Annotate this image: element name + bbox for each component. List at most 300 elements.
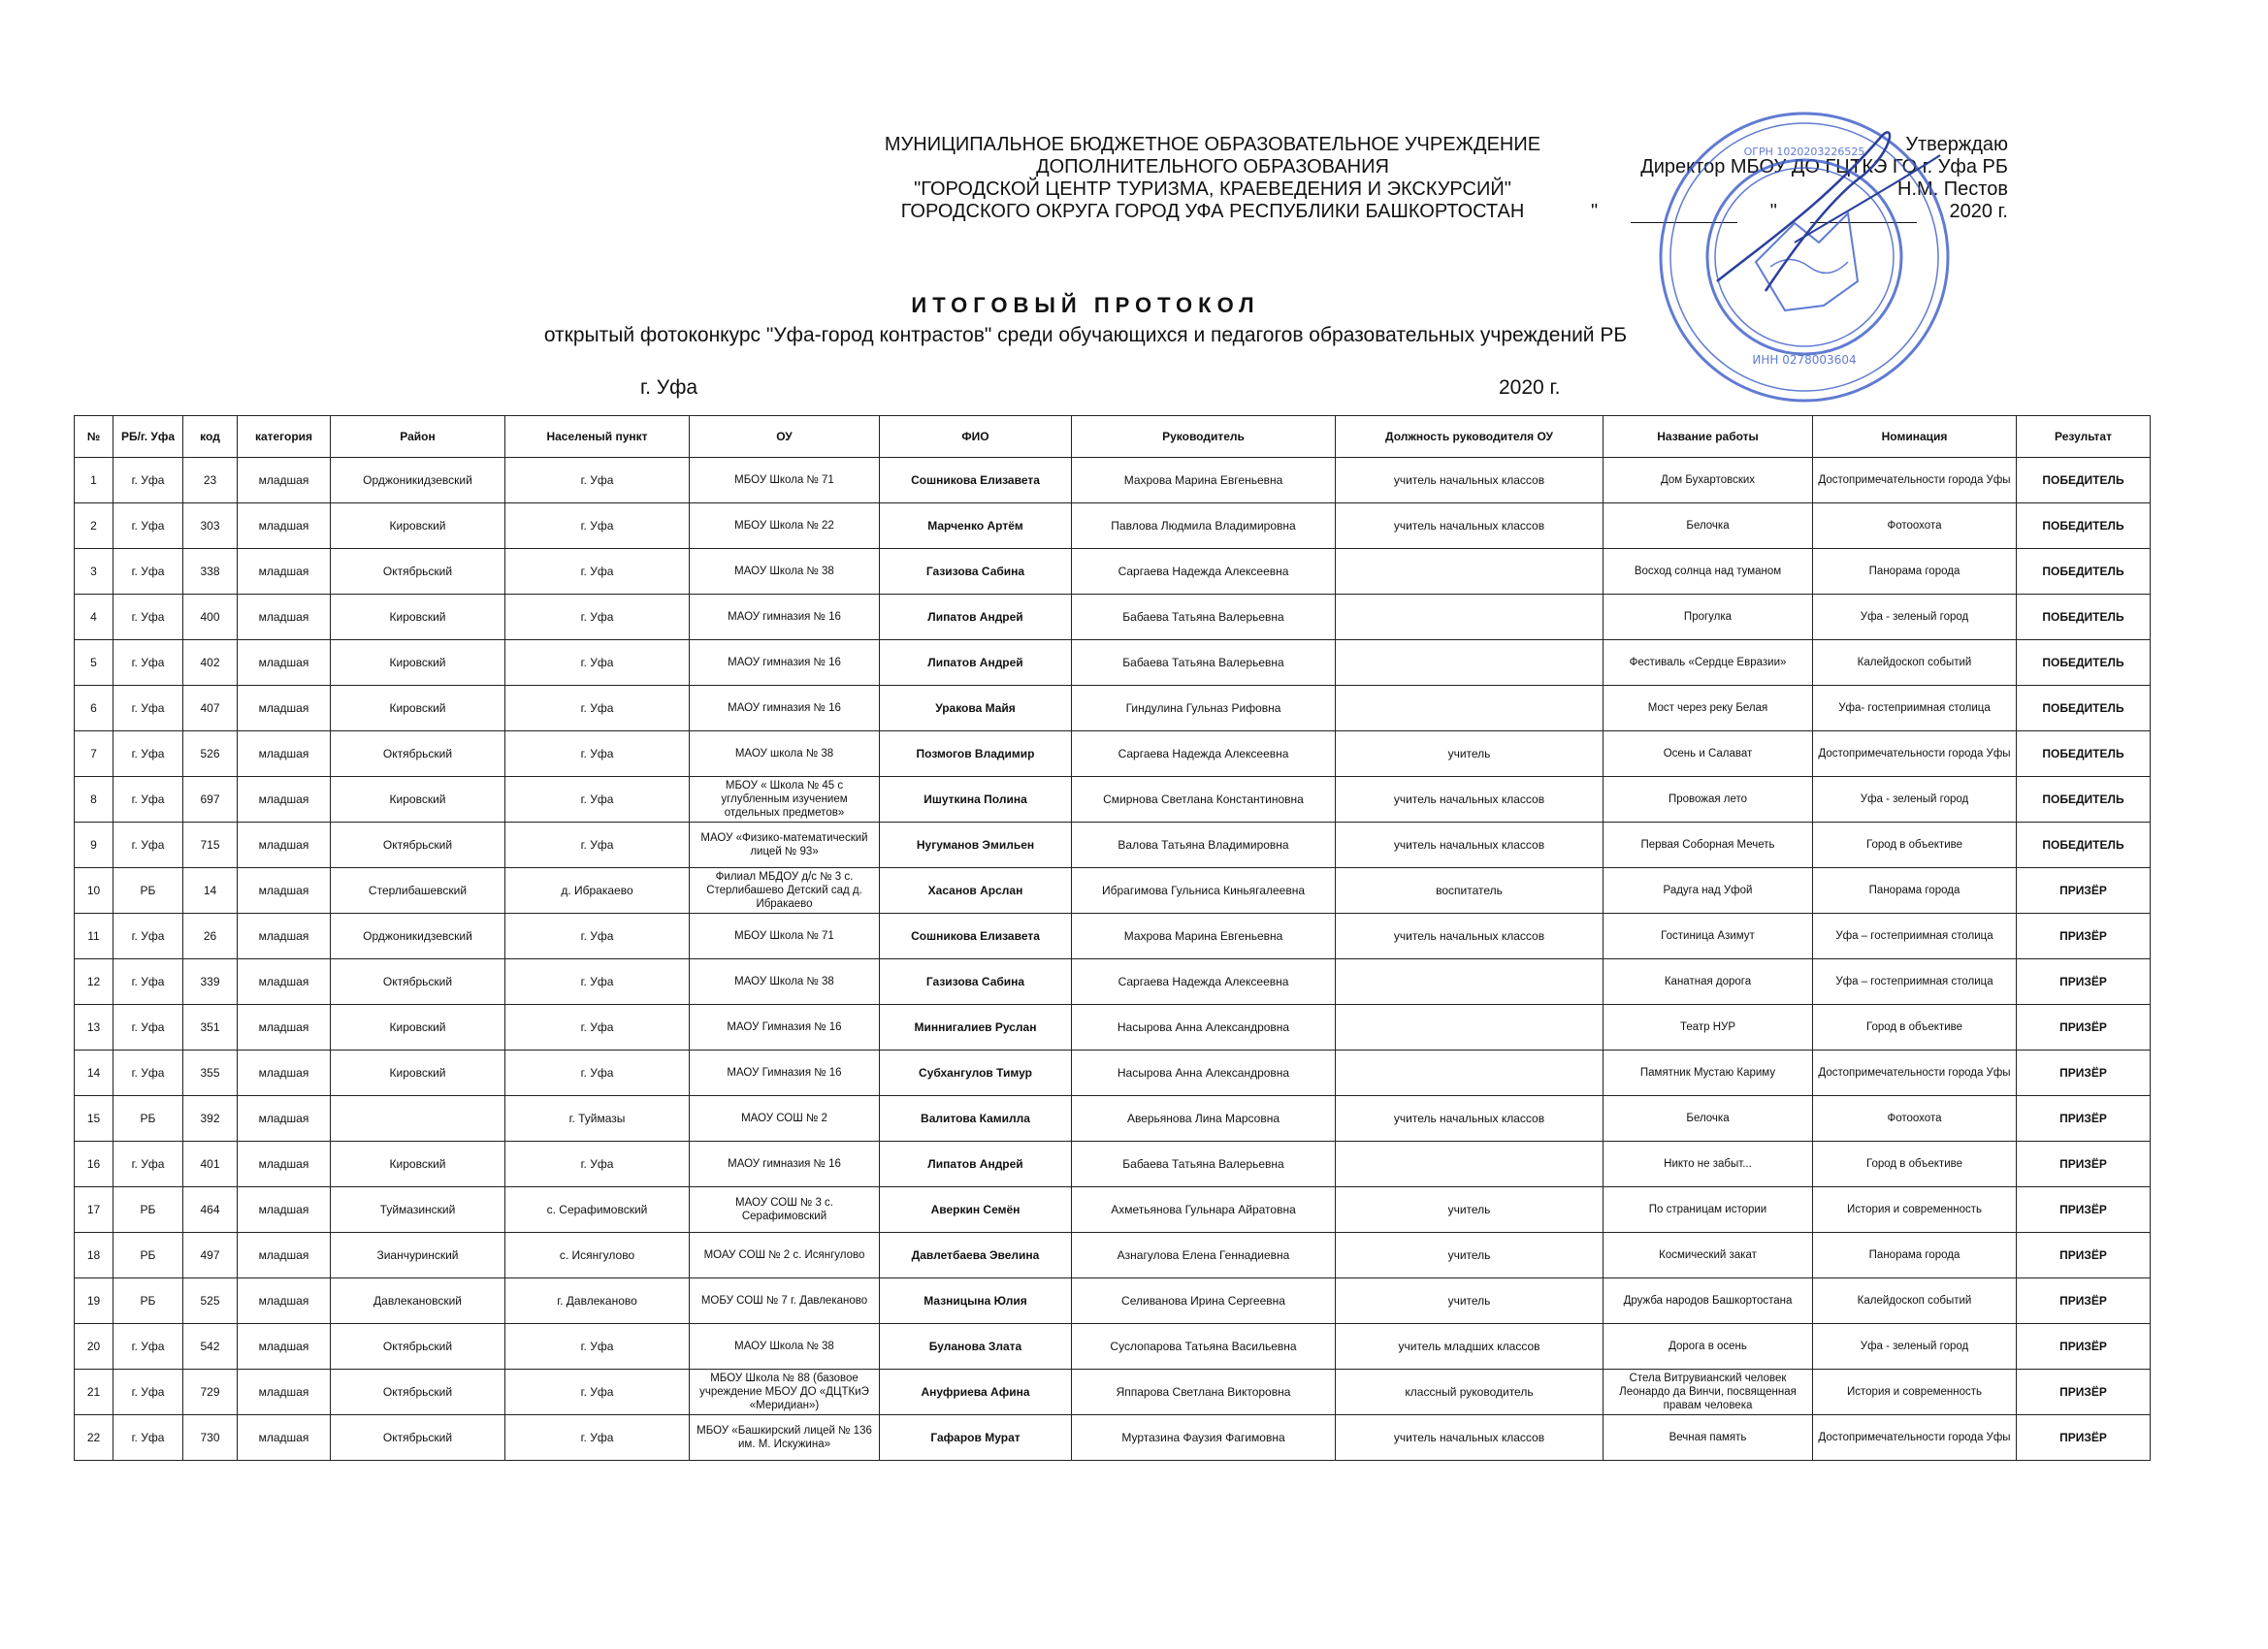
table-row	[75, 1096, 2151, 1142]
row-code: 26	[183, 914, 238, 959]
row-supervisor: Бабаева Татьяна Валерьевна	[1072, 1142, 1336, 1187]
row-settlement: д. Ибракаево	[505, 868, 690, 914]
row-settlement: г. Уфа	[505, 686, 690, 731]
col-result: Результат	[2017, 416, 2151, 458]
row-participant: Субхангулов Тимур	[880, 1051, 1072, 1096]
row-result: ПРИЗЁР	[2017, 1415, 2151, 1461]
stamp-ogrn: ОГРН 1020203226525	[1743, 146, 1865, 158]
row-supervisor: Павлова Людмила Владимировна	[1072, 503, 1336, 549]
row-category: младшая	[238, 731, 331, 777]
row-category: младшая	[238, 1278, 331, 1324]
row-number: 9	[75, 823, 113, 868]
row-settlement: г. Уфа	[505, 1142, 690, 1187]
row-participant: Сошникова Елизавета	[880, 458, 1072, 503]
row-work-title: Белочка	[1604, 1096, 1813, 1142]
row-work-title: Осень и Салават	[1604, 731, 1813, 777]
row-code: 355	[183, 1051, 238, 1096]
row-district: Кировский	[331, 777, 505, 823]
row-number: 19	[75, 1278, 113, 1324]
row-school: МОБУ СОШ № 7 г. Давлеканово	[690, 1278, 880, 1324]
row-supervisor-position: учитель начальных классов	[1336, 823, 1604, 868]
row-result: ПРИЗЁР	[2017, 1370, 2151, 1415]
document-subtitle: открытый фотоконкурс "Уфа-город контрастов" среди обучающихся и педагогов образовательных учреждений РБ	[543, 324, 1628, 346]
row-work-title: Фестиваль «Сердце Евразии»	[1604, 640, 1813, 686]
row-code: 339	[183, 959, 238, 1005]
row-settlement: с. Серафимовский	[505, 1187, 690, 1233]
row-nomination: Калейдоскоп событий	[1813, 640, 2017, 686]
row-school: МАОУ Школа № 38	[690, 549, 880, 595]
row-supervisor-position	[1336, 595, 1604, 640]
row-district: Орджоникидзевский	[331, 914, 505, 959]
row-school: МАОУ гимназия № 16	[690, 595, 880, 640]
row-number: 20	[75, 1324, 113, 1370]
table-row	[75, 503, 2151, 549]
row-nomination: Панорама города	[1813, 549, 2017, 595]
row-supervisor-position: учитель младших классов	[1336, 1324, 1604, 1370]
row-category: младшая	[238, 458, 331, 503]
row-district: Кировский	[331, 640, 505, 686]
row-supervisor-position: учитель	[1336, 1187, 1604, 1233]
table-row	[75, 595, 2151, 640]
row-supervisor: Насырова Анна Александровна	[1072, 1051, 1336, 1096]
row-work-title: Дом Бухартовских	[1604, 458, 1813, 503]
row-region: г. Уфа	[113, 1051, 183, 1096]
row-region: РБ	[113, 1233, 183, 1278]
row-district: Октябрьский	[331, 549, 505, 595]
table-row	[75, 1051, 2151, 1096]
row-participant: Ануфриева Афина	[880, 1370, 1072, 1415]
org-line-4: ГОРОДСКОГО ОКРУГА ГОРОД УФА РЕСПУБЛИКИ БАШКОРТОСТАН	[900, 201, 1525, 222]
row-category: младшая	[238, 549, 331, 595]
row-number: 7	[75, 731, 113, 777]
table-row	[75, 731, 2151, 777]
row-number: 8	[75, 777, 113, 823]
row-code: 400	[183, 595, 238, 640]
row-work-title: Памятник Мустаю Кариму	[1604, 1051, 1813, 1096]
row-district: Октябрьский	[331, 731, 505, 777]
row-supervisor: Ахметьянова Гульнара Айратовна	[1072, 1187, 1336, 1233]
row-district	[331, 1096, 505, 1142]
row-participant: Аверкин Семён	[880, 1187, 1072, 1233]
row-nomination: Город в объективе	[1813, 1142, 2017, 1187]
table-row	[75, 823, 2151, 868]
row-result: ПРИЗЁР	[2017, 1096, 2151, 1142]
row-region: г. Уфа	[113, 640, 183, 686]
row-participant: Липатов Андрей	[880, 1142, 1072, 1187]
row-supervisor-position: учитель начальных классов	[1336, 1096, 1604, 1142]
row-supervisor-position: учитель начальных классов	[1336, 914, 1604, 959]
row-nomination: Уфа- гостеприимная столица	[1813, 686, 2017, 731]
row-school: МАОУ «Физико-математический лицей № 93»	[690, 823, 880, 868]
row-supervisor: Махрова Марина Евгеньевна	[1072, 914, 1336, 959]
table-row	[75, 458, 2151, 503]
row-settlement: г. Уфа	[505, 1415, 690, 1461]
row-supervisor: Муртазина Фаузия Фагимовна	[1072, 1415, 1336, 1461]
row-participant: Миннигалиев Руслан	[880, 1005, 1072, 1051]
row-code: 338	[183, 549, 238, 595]
row-code: 542	[183, 1324, 238, 1370]
row-result: ПОБЕДИТЕЛЬ	[2017, 823, 2151, 868]
row-category: младшая	[238, 640, 331, 686]
row-supervisor-position: учитель	[1336, 1278, 1604, 1324]
row-participant: Давлетбаева Эвелина	[880, 1233, 1072, 1278]
row-supervisor-position	[1336, 640, 1604, 686]
row-work-title: По страницам истории	[1604, 1187, 1813, 1233]
row-nomination: Панорама города	[1813, 1233, 2017, 1278]
row-nomination: Достопримечательности города Уфы	[1813, 458, 2017, 503]
row-code: 402	[183, 640, 238, 686]
row-region: г. Уфа	[113, 823, 183, 868]
row-category: младшая	[238, 1370, 331, 1415]
row-region: РБ	[113, 1096, 183, 1142]
row-supervisor: Саргаева Надежда Алексеевна	[1072, 959, 1336, 1005]
col-supervisor: Руководитель	[1072, 416, 1336, 458]
row-nomination: История и современность	[1813, 1187, 2017, 1233]
row-result: ПОБЕДИТЕЛЬ	[2017, 549, 2151, 595]
col-code: код	[183, 416, 238, 458]
official-stamp-icon	[1649, 97, 1960, 407]
row-region: г. Уфа	[113, 777, 183, 823]
org-line-3: "ГОРОДСКОЙ ЦЕНТР ТУРИЗМА, КРАЕВЕДЕНИЯ И ЭКСКУРСИЙ"	[914, 178, 1511, 200]
row-district: Октябрьский	[331, 959, 505, 1005]
table-row	[75, 1187, 2151, 1233]
row-nomination: Достопримечательности города Уфы	[1813, 731, 2017, 777]
row-district: Кировский	[331, 1051, 505, 1096]
row-district: Зианчуринский	[331, 1233, 505, 1278]
row-participant: Валитова Камилла	[880, 1096, 1072, 1142]
row-category: младшая	[238, 1187, 331, 1233]
row-school: МБОУ Школа № 71	[690, 458, 880, 503]
row-number: 21	[75, 1370, 113, 1415]
row-district: Кировский	[331, 503, 505, 549]
row-nomination: Уфа - зеленый город	[1813, 1324, 2017, 1370]
row-supervisor-position: классный руководитель	[1336, 1370, 1604, 1415]
row-district: Октябрьский	[331, 1415, 505, 1461]
col-work-title: Название работы	[1604, 416, 1813, 458]
row-result: ПРИЗЁР	[2017, 868, 2151, 914]
row-nomination: Уфа - зеленый город	[1813, 595, 2017, 640]
row-school: МБОУ Школа № 71	[690, 914, 880, 959]
row-settlement: г. Уфа	[505, 914, 690, 959]
row-school: МБОУ Школа № 22	[690, 503, 880, 549]
row-number: 16	[75, 1142, 113, 1187]
row-supervisor-position	[1336, 959, 1604, 1005]
document-year: 2020 г.	[1499, 376, 1561, 399]
row-settlement: г. Давлеканово	[505, 1278, 690, 1324]
row-supervisor-position: учитель начальных классов	[1336, 1415, 1604, 1461]
col-school: ОУ	[690, 416, 880, 458]
row-supervisor: Бабаева Татьяна Валерьевна	[1072, 595, 1336, 640]
row-nomination: Город в объективе	[1813, 823, 2017, 868]
row-work-title: Прогулка	[1604, 595, 1813, 640]
row-nomination: Фотоохота	[1813, 1096, 2017, 1142]
col-nomination: Номинация	[1813, 416, 2017, 458]
row-district: Кировский	[331, 1005, 505, 1051]
row-region: г. Уфа	[113, 731, 183, 777]
row-category: младшая	[238, 1051, 331, 1096]
row-settlement: г. Уфа	[505, 595, 690, 640]
row-region: г. Уфа	[113, 959, 183, 1005]
row-code: 730	[183, 1415, 238, 1461]
row-school: МАОУ СОШ № 3 с. Серафимовский	[690, 1187, 880, 1233]
row-settlement: г. Уфа	[505, 458, 690, 503]
row-number: 4	[75, 595, 113, 640]
row-code: 23	[183, 458, 238, 503]
row-region: РБ	[113, 1187, 183, 1233]
row-participant: Нугуманов Эмильен	[880, 823, 1072, 868]
row-category: младшая	[238, 1233, 331, 1278]
row-work-title: Первая Соборная Мечеть	[1604, 823, 1813, 868]
row-supervisor-position: учитель начальных классов	[1336, 503, 1604, 549]
row-supervisor-position: учитель начальных классов	[1336, 458, 1604, 503]
row-district: Орджоникидзевский	[331, 458, 505, 503]
row-number: 6	[75, 686, 113, 731]
row-region: г. Уфа	[113, 1142, 183, 1187]
row-supervisor: Саргаева Надежда Алексеевна	[1072, 731, 1336, 777]
row-code: 715	[183, 823, 238, 868]
row-school: МАОУ СОШ № 2	[690, 1096, 880, 1142]
row-supervisor-position	[1336, 1005, 1604, 1051]
row-result: ПОБЕДИТЕЛЬ	[2017, 458, 2151, 503]
row-work-title: Никто не забыт...	[1604, 1142, 1813, 1187]
row-category: младшая	[238, 1324, 331, 1370]
row-category: младшая	[238, 1096, 331, 1142]
row-district: Октябрьский	[331, 1324, 505, 1370]
row-supervisor: Суслопарова Татьяна Васильевна	[1072, 1324, 1336, 1370]
row-settlement: г. Уфа	[505, 731, 690, 777]
table-row	[75, 1005, 2151, 1051]
table-row	[75, 868, 2151, 914]
row-result: ПРИЗЁР	[2017, 1051, 2151, 1096]
row-code: 464	[183, 1187, 238, 1233]
table-row	[75, 777, 2151, 823]
row-district: Кировский	[331, 595, 505, 640]
row-result: ПРИЗЁР	[2017, 1278, 2151, 1324]
row-number: 10	[75, 868, 113, 914]
row-supervisor: Яппарова Светлана Викторовна	[1072, 1370, 1336, 1415]
row-settlement: г. Уфа	[505, 959, 690, 1005]
row-code: 525	[183, 1278, 238, 1324]
row-category: младшая	[238, 823, 331, 868]
row-result: ПОБЕДИТЕЛЬ	[2017, 731, 2151, 777]
row-category: младшая	[238, 595, 331, 640]
row-participant: Ишуткина Полина	[880, 777, 1072, 823]
row-work-title: Вечная память	[1604, 1415, 1813, 1461]
row-supervisor: Насырова Анна Александровна	[1072, 1005, 1336, 1051]
row-code: 729	[183, 1370, 238, 1415]
row-work-title: Восход солнца над туманом	[1604, 549, 1813, 595]
row-settlement: г. Уфа	[505, 549, 690, 595]
row-school: МАОУ гимназия № 16	[690, 640, 880, 686]
row-participant: Марченко Артём	[880, 503, 1072, 549]
row-supervisor-position: воспитатель	[1336, 868, 1604, 914]
org-line-2: ДОПОЛНИТЕЛЬНОГО ОБРАЗОВАНИЯ	[1036, 156, 1389, 178]
row-number: 2	[75, 503, 113, 549]
row-category: младшая	[238, 1415, 331, 1461]
row-code: 697	[183, 777, 238, 823]
row-region: г. Уфа	[113, 914, 183, 959]
col-settlement: Населеный пункт	[505, 416, 690, 458]
row-district: Туймазинский	[331, 1187, 505, 1233]
row-school: МАОУ Гимназия № 16	[690, 1051, 880, 1096]
row-region: г. Уфа	[113, 686, 183, 731]
row-settlement: г. Уфа	[505, 1051, 690, 1096]
row-number: 13	[75, 1005, 113, 1051]
table-row	[75, 1415, 2151, 1461]
row-district: Октябрьский	[331, 1370, 505, 1415]
row-supervisor-position	[1336, 686, 1604, 731]
row-region: РБ	[113, 1278, 183, 1324]
row-participant: Сошникова Елизавета	[880, 914, 1072, 959]
row-supervisor-position	[1336, 1142, 1604, 1187]
row-supervisor: Валова Татьяна Владимировна	[1072, 823, 1336, 868]
row-work-title: Радуга над Уфой	[1604, 868, 1813, 914]
row-school: МАОУ школа № 38	[690, 731, 880, 777]
row-code: 497	[183, 1233, 238, 1278]
date-quote-open: "	[1591, 201, 1599, 222]
row-nomination: Панорама города	[1813, 868, 2017, 914]
col-district: Район	[331, 416, 505, 458]
row-region: г. Уфа	[113, 1324, 183, 1370]
row-participant: Хасанов Арслан	[880, 868, 1072, 914]
table-header-row	[75, 416, 2151, 458]
row-nomination: Уфа – гостеприимная столица	[1813, 959, 2017, 1005]
row-settlement: г. Уфа	[505, 777, 690, 823]
row-category: младшая	[238, 1142, 331, 1187]
row-code: 14	[183, 868, 238, 914]
org-line-1: МУНИЦИПАЛЬНОЕ БЮДЖЕТНОЕ ОБРАЗОВАТЕЛЬНОЕ УЧРЕЖДЕНИЕ	[884, 134, 1541, 155]
row-nomination: Достопримечательности города Уфы	[1813, 1051, 2017, 1096]
row-nomination: Фотоохота	[1813, 503, 2017, 549]
table-row	[75, 1324, 2151, 1370]
table-row	[75, 1370, 2151, 1415]
row-nomination: Уфа – гостеприимная столица	[1813, 914, 2017, 959]
row-category: младшая	[238, 503, 331, 549]
row-result: ПОБЕДИТЕЛЬ	[2017, 503, 2151, 549]
row-school: МБОУ Школа № 88 (базовое учреждение МБОУ ДО «ДЦТКиЭ «Меридиан»)	[690, 1370, 880, 1415]
row-school: МАОУ гимназия № 16	[690, 1142, 880, 1187]
row-number: 14	[75, 1051, 113, 1096]
row-work-title: Дружба народов Башкортостана	[1604, 1278, 1813, 1324]
row-result: ПОБЕДИТЕЛЬ	[2017, 640, 2151, 686]
row-work-title: Белочка	[1604, 503, 1813, 549]
row-result: ПРИЗЁР	[2017, 1233, 2151, 1278]
row-participant: Газизова Сабина	[880, 549, 1072, 595]
row-work-title: Канатная дорога	[1604, 959, 1813, 1005]
col-supervisor-position: Должность руководителя ОУ	[1336, 416, 1604, 458]
row-region: г. Уфа	[113, 458, 183, 503]
row-number: 17	[75, 1187, 113, 1233]
row-school: МАОУ Школа № 38	[690, 1324, 880, 1370]
table-body	[75, 458, 2151, 1461]
row-code: 351	[183, 1005, 238, 1051]
row-settlement: г. Уфа	[505, 1324, 690, 1370]
row-number: 5	[75, 640, 113, 686]
row-number: 1	[75, 458, 113, 503]
row-participant: Газизова Сабина	[880, 959, 1072, 1005]
row-work-title: Провожая лето	[1604, 777, 1813, 823]
date-quote-close: "	[1769, 201, 1777, 222]
row-school: МАОУ Гимназия № 16	[690, 1005, 880, 1051]
row-nomination: Достопримечательности города Уфы	[1813, 1415, 2017, 1461]
row-settlement: г. Уфа	[505, 1370, 690, 1415]
row-supervisor: Азнагулова Елена Геннадиевна	[1072, 1233, 1336, 1278]
row-number: 18	[75, 1233, 113, 1278]
row-category: младшая	[238, 1005, 331, 1051]
row-district: Стерлибашевский	[331, 868, 505, 914]
row-settlement: г. Уфа	[505, 640, 690, 686]
row-participant: Гафаров Мурат	[880, 1415, 1072, 1461]
row-participant: Буланова Злата	[880, 1324, 1072, 1370]
table-row	[75, 1142, 2151, 1187]
row-code: 392	[183, 1096, 238, 1142]
row-number: 11	[75, 914, 113, 959]
row-result: ПРИЗЁР	[2017, 1324, 2151, 1370]
row-region: г. Уфа	[113, 595, 183, 640]
row-supervisor-position: учитель	[1336, 1233, 1604, 1278]
approval-date: 2020 г.	[1949, 201, 2008, 222]
row-supervisor: Ибрагимова Гульниса Киньягалеевна	[1072, 868, 1336, 914]
row-settlement: г. Уфа	[505, 823, 690, 868]
row-supervisor: Селиванова Ирина Сергеевна	[1072, 1278, 1336, 1324]
row-supervisor-position	[1336, 549, 1604, 595]
stamp-inn: ИНН 0278003604	[1752, 353, 1857, 367]
row-result: ПОБЕДИТЕЛЬ	[2017, 686, 2151, 731]
results-table	[74, 415, 2151, 1461]
row-school: МАОУ гимназия № 16	[690, 686, 880, 731]
approval-label: Утверждаю	[1905, 134, 2008, 155]
row-participant: Липатов Андрей	[880, 640, 1072, 686]
row-participant: Позмогов Владимир	[880, 731, 1072, 777]
row-region: г. Уфа	[113, 503, 183, 549]
row-result: ПРИЗЁР	[2017, 1005, 2151, 1051]
row-category: младшая	[238, 914, 331, 959]
row-nomination: Город в объективе	[1813, 1005, 2017, 1051]
col-category: категория	[238, 416, 331, 458]
table-row	[75, 1278, 2151, 1324]
row-code: 407	[183, 686, 238, 731]
row-category: младшая	[238, 686, 331, 731]
row-district: Кировский	[331, 1142, 505, 1187]
row-nomination: Уфа - зеленый город	[1813, 777, 2017, 823]
table-row	[75, 914, 2151, 959]
row-code: 401	[183, 1142, 238, 1187]
row-settlement: г. Туймазы	[505, 1096, 690, 1142]
row-district: Давлекановский	[331, 1278, 505, 1324]
row-result: ПРИЗЁР	[2017, 1142, 2151, 1187]
row-settlement: с. Исянгулово	[505, 1233, 690, 1278]
row-school: Филиал МБДОУ д/с № 3 с. Стерлибашево Детский сад д. Ибракаево	[690, 868, 880, 914]
row-number: 12	[75, 959, 113, 1005]
row-work-title: Театр НУР	[1604, 1005, 1813, 1051]
row-supervisor-position: учитель начальных классов	[1336, 777, 1604, 823]
row-work-title: Космический закат	[1604, 1233, 1813, 1278]
row-work-title: Дорога в осень	[1604, 1324, 1813, 1370]
row-district: Октябрьский	[331, 823, 505, 868]
approval-position: Директор МБОУ ДО ГЦТКЭ ГО г. Уфа РБ	[1640, 156, 2008, 178]
col-participant: ФИО	[880, 416, 1072, 458]
table-row	[75, 640, 2151, 686]
row-result: ПРИЗЁР	[2017, 1187, 2151, 1233]
row-category: младшая	[238, 777, 331, 823]
row-result: ПРИЗЁР	[2017, 959, 2151, 1005]
approval-name: Н.М. Пестов	[1897, 178, 2008, 200]
row-supervisor-position	[1336, 1051, 1604, 1096]
row-school: МАОУ Школа № 38	[690, 959, 880, 1005]
row-work-title: Гостиница Азимут	[1604, 914, 1813, 959]
row-school: МБОУ « Школа № 45 с углубленным изучением отдельных предметов»	[690, 777, 880, 823]
row-district: Кировский	[331, 686, 505, 731]
